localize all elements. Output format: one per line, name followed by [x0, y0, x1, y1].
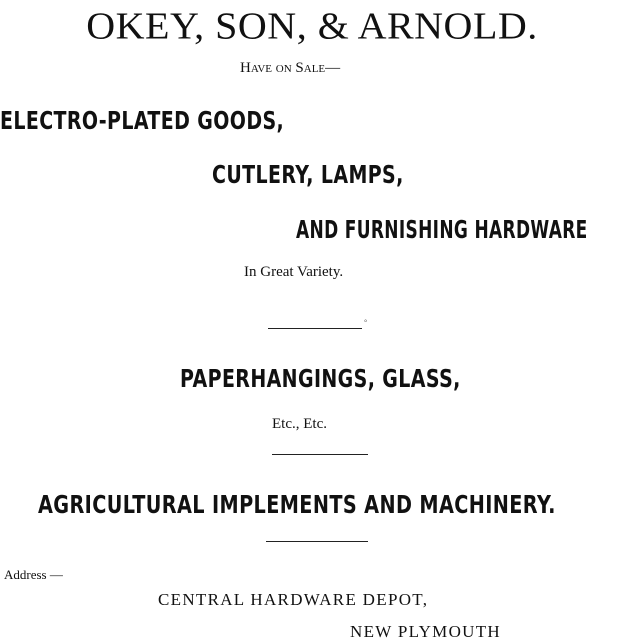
advert-address-line-2: NEW PLYMOUTH [350, 622, 501, 641]
advert-etc: Etc., Etc. [272, 416, 327, 432]
advert-line-agricultural: AGRICULTURAL IMPLEMENTS AND MACHINERY. [38, 490, 556, 519]
advert-line-cutlery: CUTLERY, LAMPS, [212, 160, 404, 189]
divider-rule-3 [266, 541, 368, 542]
advert-line-paperhangings: PAPERHANGINGS, GLASS, [180, 364, 461, 393]
advert-address-label: Address — [4, 567, 63, 582]
divider-rule-2 [272, 454, 368, 455]
print-mark: ° [364, 318, 368, 327]
advert-address-line-1: CENTRAL HARDWARE DEPOT, [158, 590, 429, 609]
advert-title: OKEY, SON, & ARNOLD. [86, 4, 538, 47]
advert-line-electro-plated: ELECTRO-PLATED GOODS, [0, 106, 285, 135]
advert-line-furnishing: AND FURNISHING HARDWARE [296, 215, 588, 244]
divider-rule-1 [268, 328, 362, 329]
advert-variety: In Great Variety. [244, 264, 344, 280]
advert-subtitle: Have on Sale— [240, 60, 341, 76]
